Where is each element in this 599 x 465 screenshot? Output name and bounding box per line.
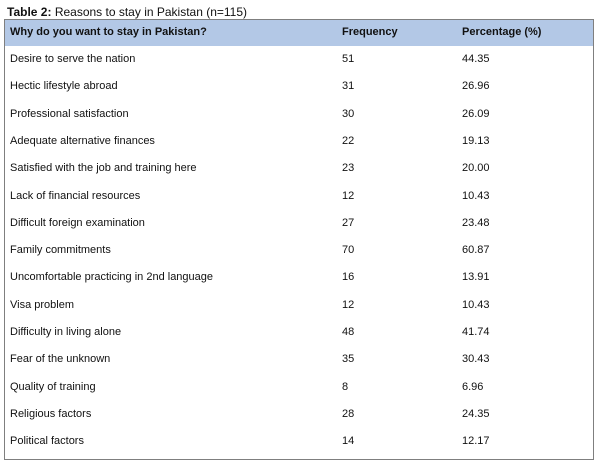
cell-reason: Difficulty in living alone: [10, 326, 122, 338]
cell-reason: Religious factors: [10, 407, 92, 420]
table-row: [5, 346, 593, 373]
cell-percentage: 41.74: [462, 326, 490, 338]
cell-frequency: 16: [342, 271, 355, 284]
reasons-table: [4, 19, 594, 460]
cell-frequency: 35: [342, 353, 355, 366]
cell-frequency: 30: [342, 107, 355, 120]
cell-frequency: 14: [342, 435, 355, 448]
cell-percentage: 24.35: [462, 407, 490, 420]
cell-percentage: 60.87: [462, 244, 490, 257]
table-caption: [7, 5, 247, 19]
cell-frequency: 28: [342, 407, 355, 420]
cell-frequency: 51: [342, 53, 355, 65]
cell-frequency: 23: [342, 162, 355, 175]
cell-percentage: 44.35: [462, 53, 490, 65]
caption-text: Reasons to stay in Pakistan (n=115): [54, 5, 248, 19]
cell-frequency: 8: [342, 380, 349, 393]
cell-percentage: 20.00: [462, 162, 490, 175]
cell-reason: Difficult foreign examination: [10, 216, 145, 229]
cell-reason: Desire to serve the nation: [10, 53, 136, 65]
table-row: [5, 237, 593, 264]
table-row: [5, 319, 593, 346]
header-frequency: Frequency: [342, 26, 398, 38]
table-header-row: [5, 20, 593, 46]
cell-reason: Quality of training: [10, 380, 96, 393]
table-row: [5, 101, 593, 128]
table-row: [5, 73, 593, 100]
cell-percentage: 23.48: [462, 216, 490, 229]
cell-frequency: 12: [342, 298, 355, 311]
cell-percentage: 12.17: [462, 435, 490, 448]
cell-reason: Family commitments: [10, 244, 111, 257]
cell-reason: Hectic lifestyle abroad: [10, 80, 118, 93]
cell-frequency: 22: [342, 134, 355, 147]
cell-reason: Lack of financial resources: [10, 189, 141, 202]
cell-frequency: 31: [342, 80, 355, 93]
cell-percentage: 13.91: [462, 271, 490, 284]
cell-percentage: 30.43: [462, 353, 490, 366]
cell-reason: Visa problem: [10, 298, 74, 311]
table-row: [5, 155, 593, 182]
cell-frequency: 12: [342, 189, 355, 202]
cell-reason: Adequate alternative finances: [10, 134, 155, 147]
cell-percentage: 26.96: [462, 80, 490, 93]
table-row: [5, 210, 593, 237]
cell-reason: Fear of the unknown: [10, 353, 111, 366]
table-row: [5, 128, 593, 155]
table-row: [5, 183, 593, 210]
table-row: [5, 264, 593, 291]
table-row: [5, 374, 593, 401]
caption-label: Table 2:: [7, 5, 52, 19]
table-row: [5, 401, 593, 428]
cell-frequency: 48: [342, 326, 355, 338]
cell-percentage: 6.96: [462, 380, 484, 393]
cell-percentage: 19.13: [462, 134, 490, 147]
cell-percentage: 10.43: [462, 298, 490, 311]
cell-reason: Satisfied with the job and training here: [10, 162, 197, 175]
table-row: [5, 46, 593, 73]
cell-frequency: 27: [342, 216, 355, 229]
table-row: [5, 292, 593, 319]
cell-reason: Political factors: [10, 435, 84, 448]
table-row: [5, 428, 593, 455]
cell-reason: Professional satisfaction: [10, 107, 129, 120]
header-reason: Why do you want to stay in Pakistan?: [10, 26, 207, 38]
cell-reason: Uncomfortable practicing in 2nd language: [10, 271, 214, 284]
cell-frequency: 70: [342, 244, 355, 257]
cell-percentage: 26.09: [462, 107, 490, 120]
cell-percentage: 10.43: [462, 189, 490, 202]
header-percentage: Percentage (%): [462, 26, 542, 38]
